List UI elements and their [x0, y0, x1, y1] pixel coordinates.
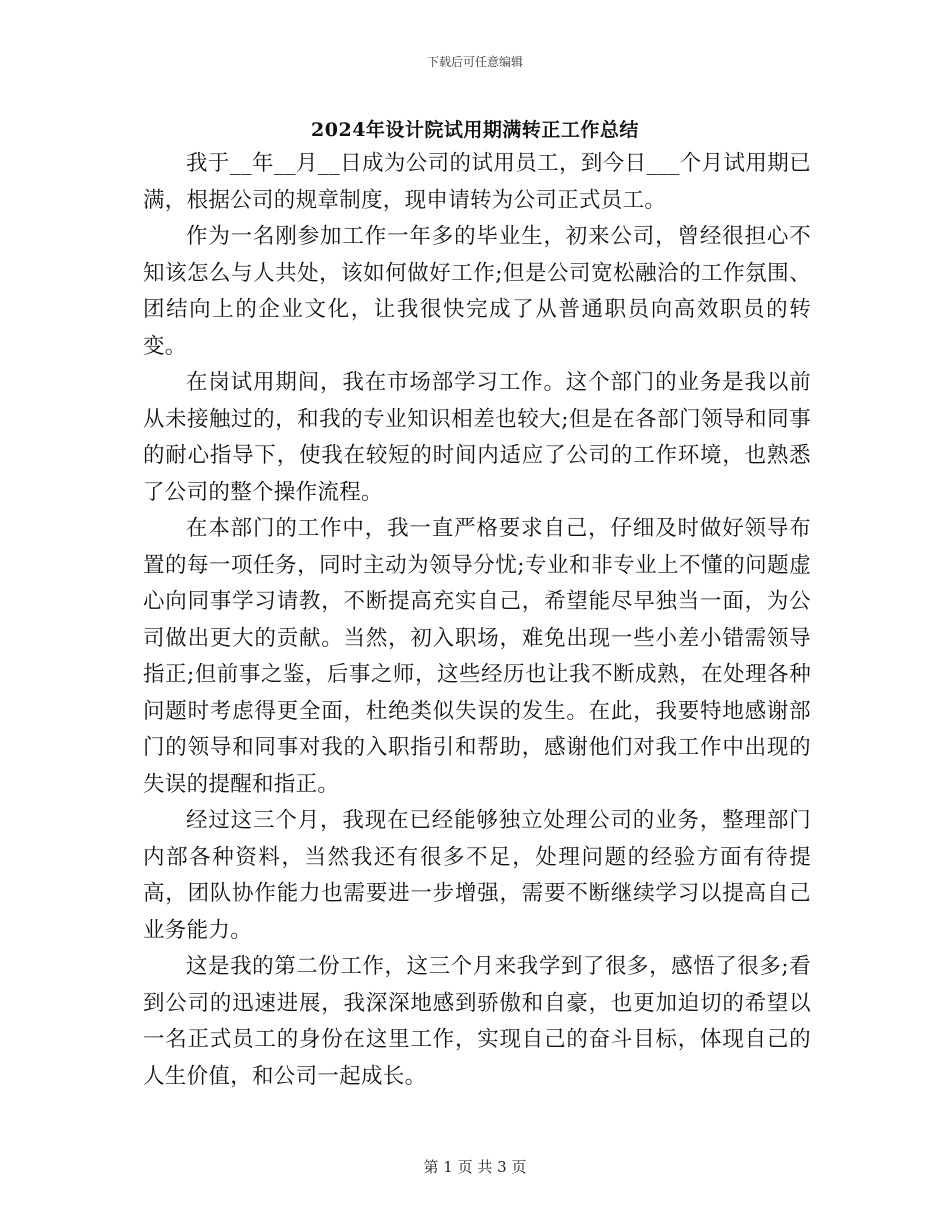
- paragraph-probation-period: 在岗试用期间，我在市场部学习工作。这个部门的业务是我以前从未接触过的，和我的专业知识相差也较大;但是在各部门领导和同事的耐心指导下，使我在较短的时间内适应了公司的工作环境，也熟悉了公司的整个操作流程。: [143, 370, 811, 505]
- page-number-footer: 第 1 页 共 3 页: [423, 1158, 527, 1176]
- page-header-note: 下载后可任意编辑: [426, 55, 523, 69]
- document-title: 2024年设计院试用期满转正工作总结: [311, 119, 639, 141]
- paragraph-work-attitude: 在本部门的工作中，我一直严格要求自己，仔细及时做好领导布置的每一项任务，同时主动为领导分忧;专业和非专业上不懂的问题虚心向同事学习请教，不断提高充实自己，希望能尽早独当一面，为公司做出更大的贡献。当然，初入职场，难免出现一些小差小错需领导指正;但前事之鉴，后事之师，这些经历也让我不断成熟，在处理各种问题时考虑得更全面，杜绝类似失误的发生。在此，我要特地感谢部门的领导和同事对我的入职指引和帮助，感谢他们对我工作中出现的失误的提醒和指正。: [143, 516, 811, 797]
- document-body: [143, 146, 811, 1095]
- paragraph-background: 作为一名刚参加工作一年多的毕业生，初来公司，曾经很担心不知该怎么与人共处，该如何做好工作;但是公司宽松融洽的工作氛围、团结向上的企业文化，让我很快完成了从普通职员向高效职员的转变。: [143, 224, 811, 359]
- paragraph-conclusion: 这是我的第二份工作，这三个月来我学到了很多，感悟了很多;看到公司的迅速进展，我深深地感到骄傲和自豪，也更加迫切的希望以一名正式员工的身份在这里工作，实现自己的奋斗目标，体现自己的人生价值，和公司一起成长。: [143, 954, 811, 1089]
- paragraph-self-assessment: 经过这三个月，我现在已经能够独立处理公司的业务，整理部门内部各种资料，当然我还有很多不足，处理问题的经验方面有待提高，团队协作能力也需要进一步增强，需要不断继续学习以提高自己业务能力。: [143, 808, 811, 943]
- paragraph-intro: 我于__年__月__日成为公司的试用员工，到今日___个月试用期已满，根据公司的规章制度，现申请转为公司正式员工。: [143, 151, 811, 213]
